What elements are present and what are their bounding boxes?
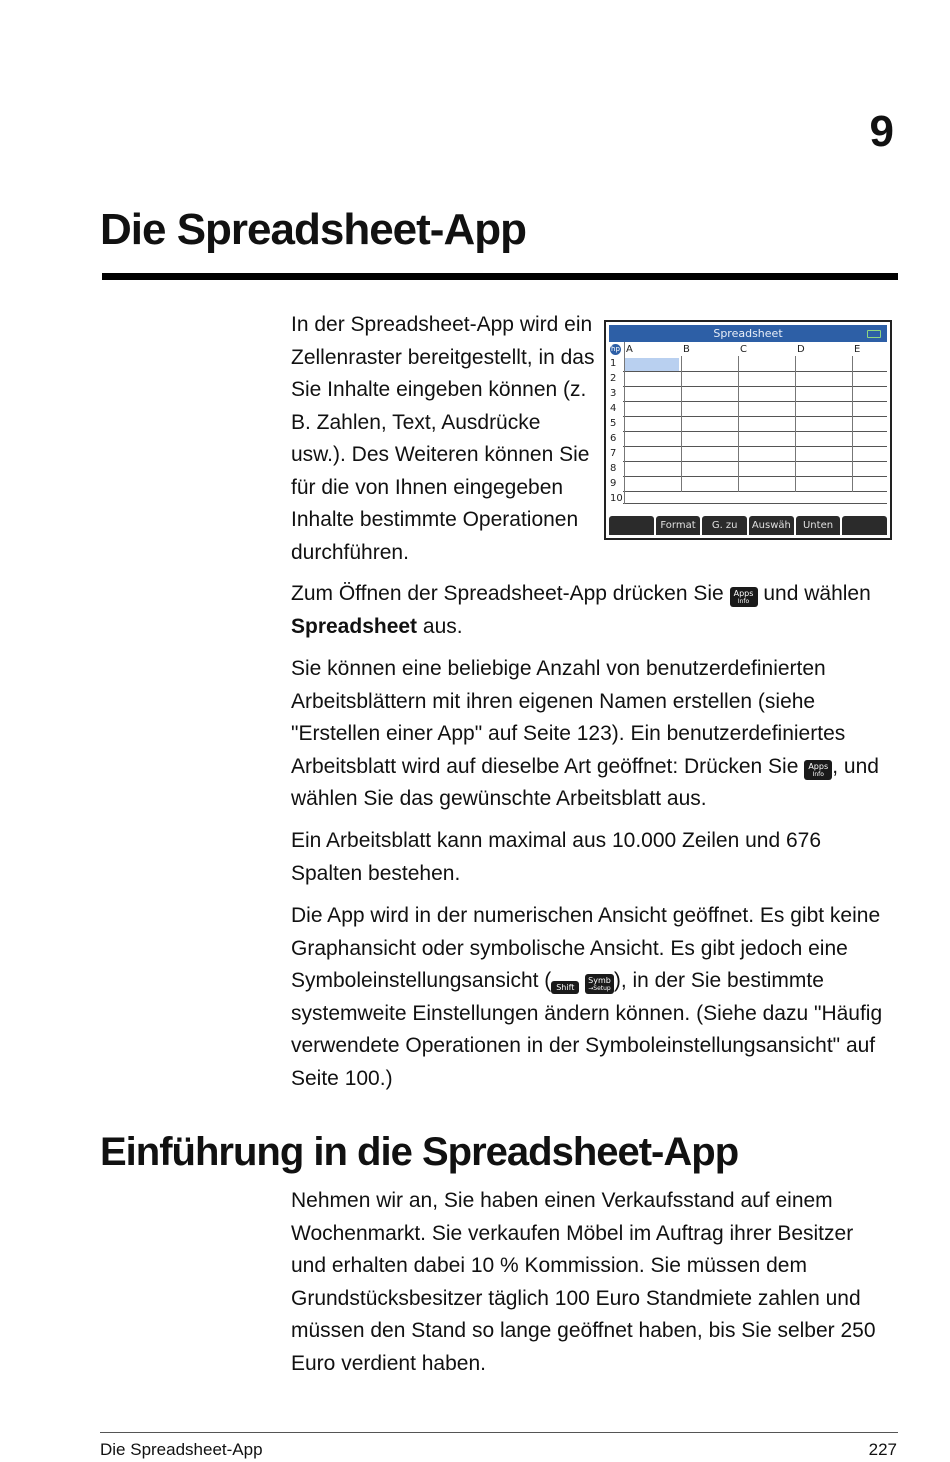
footer-chapter: Die Spreadsheet-App (100, 1440, 263, 1459)
app-name: Spreadsheet (291, 614, 418, 638)
selected-cell (625, 358, 679, 371)
row-header: 10 (610, 493, 623, 504)
grid-line (623, 401, 887, 402)
column-header: C (740, 344, 747, 355)
apps-key-icon: Apps Info (804, 760, 832, 780)
text: Zum Öffnen der Spreadsheet-App drücken Sie (291, 582, 730, 605)
calculator-screenshot (604, 320, 892, 540)
grid-line (623, 416, 887, 417)
screen-titlebar (609, 325, 887, 342)
softkey-bar (609, 516, 887, 535)
footer-rule (100, 1432, 898, 1433)
paragraph-open-app (291, 578, 901, 643)
column-header: B (683, 344, 690, 355)
grid-line (681, 356, 682, 492)
text: Die App wird in der numerischen Ansicht geöffnet. Es gibt keine Graphansicht oder symbolische Ansicht. Es gibt jedoch eine Symboleinstellungsansicht ( (291, 904, 881, 992)
chapter-number: 9 (869, 107, 894, 156)
grid-line (738, 356, 739, 492)
paragraph-views (291, 900, 901, 1095)
row-header: 2 (610, 373, 617, 384)
grid-line (623, 461, 887, 462)
grid-line (623, 386, 887, 387)
grid-line (795, 356, 796, 492)
grid-line (623, 491, 887, 492)
softkey-select[interactable]: Auswäh (749, 516, 794, 535)
grid-line (623, 476, 887, 477)
row-header: 9 (610, 478, 617, 489)
battery-icon (867, 330, 881, 338)
apps-key-icon: Apps Info (730, 587, 758, 607)
text: Sie können eine beliebige Anzahl von benutzerdefinierten Arbeitsblättern mit ihren eigenen Namen erstellen (siehe "Erstellen einer App" auf Seite 123). Ein benutzerdefiniertes Arbeitsblatt wird auf dieselbe Art geöffnet: Drücken Sie (291, 657, 846, 778)
text: aus. (417, 614, 463, 638)
grid-line (852, 356, 853, 492)
text: ), in der Sie bestimmte systemweite Einstellungen ändern können. (Siehe dazu "Häufig verwendete Operationen in der Symboleinstellungsansicht" auf Seite 100.) (291, 969, 883, 1090)
row-header: 1 (610, 358, 617, 369)
softkey-format[interactable]: Format (656, 516, 701, 535)
softkey-goto[interactable]: G. zu (702, 516, 747, 535)
row-header: 5 (610, 418, 617, 429)
paragraph-limits: Ein Arbeitsblatt kann maximal aus 10.000 Zeilen und 676 Spalten bestehen. (291, 829, 821, 885)
softkey-blank[interactable] (842, 516, 887, 535)
symb-key-icon: Symb →Setup (585, 974, 614, 994)
row-header: 3 (610, 388, 617, 399)
shift-key-icon: Shift (551, 981, 579, 994)
grid-line (623, 371, 887, 372)
column-header: E (854, 344, 861, 355)
chapter-title: Die Spreadsheet-App (100, 205, 526, 254)
screen-title: Spreadsheet (713, 327, 783, 340)
row-header: 7 (610, 448, 617, 459)
section-title: Einführung in die Spreadsheet-App (100, 1130, 739, 1174)
title-rule (102, 273, 898, 280)
row-header: 6 (610, 433, 617, 444)
paragraph-custom-sheets (291, 653, 901, 816)
softkey-down[interactable]: Unten (796, 516, 841, 535)
row-header: 8 (610, 463, 617, 474)
text: , und wählen Sie das gewünschte Arbeitsblatt aus. (291, 754, 879, 810)
intro-paragraph: In der Spreadsheet-App wird ein Zellenraster bereitgestellt, in das Sie Inhalte eingeben können (z. B. Zahlen, Text, Ausdrücke usw.). Des Weiteren können Sie für die von Ihnen eingegeben Inhalte bestimmte Operationen durchführen. (291, 313, 595, 564)
grid-line (623, 431, 887, 432)
row-header: 4 (610, 403, 617, 414)
grid-line (623, 503, 887, 504)
column-header: D (797, 344, 805, 355)
hp-logo-icon: hp (611, 345, 620, 353)
text: und wählen (757, 582, 871, 605)
spreadsheet-grid (609, 342, 887, 505)
grid-line (624, 342, 625, 504)
page-number: 227 (868, 1440, 897, 1459)
section-paragraph: Nehmen wir an, Sie haben einen Verkaufsstand auf einem Wochenmarkt. Sie verkaufen Möbel im Auftrag ihrer Besitzer und erhalten dabei 10 % Kommission. Sie müssen dem Grundstücksbesitzer täglich 100 Euro Standmiete zahlen und müssen den Stand so lange geöffnet haben, bis Sie selber 250 Euro verdient haben. (291, 1189, 876, 1375)
softkey-blank[interactable] (609, 516, 654, 535)
grid-line (623, 446, 887, 447)
column-header: A (626, 344, 633, 355)
